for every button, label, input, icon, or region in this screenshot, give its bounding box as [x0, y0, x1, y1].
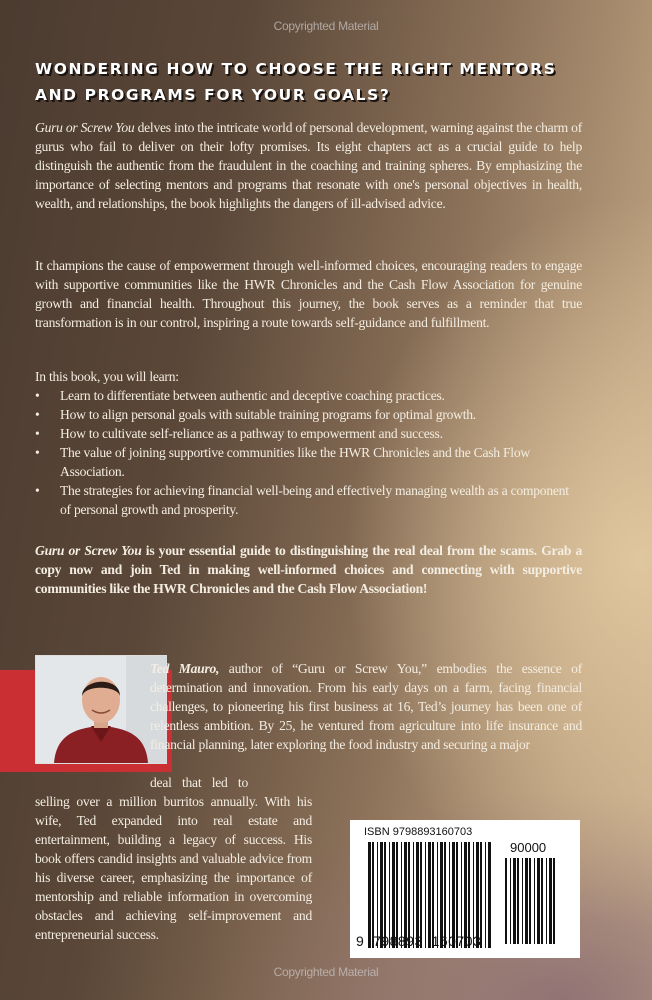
closing-text: is your essential guide to distinguishing the real deal from the scams. Grab a copy now and join Ted in making well-informed choices and connecting with supportive communities like the HWR Chronicles and the Cash Flow Association!: [35, 543, 582, 596]
author-name: Ted Mauro,: [150, 661, 220, 676]
barcode-bar: [546, 858, 547, 944]
list-item: • How to cultivate self-reliance as a pathway to empowerment and success.: [35, 424, 582, 443]
author-bio-text: author of “Guru or Screw You,” embodies the essence of determination and innovation. From his early days on a farm, facing financial challenges, to pioneering his first business at 16, Ted’s journey has been one of relentless ambition. By 25, he ventured from agriculture into life insurance and financial planning, later exploring the food industry and securing a major: [150, 661, 582, 752]
barcode-bar: [517, 858, 519, 944]
barcode-bar: [537, 858, 540, 944]
barcode-bar: [510, 858, 511, 944]
intro-text: delves into the intricate world of personal development, warning against the charm of gurus who fail to deliver on their lofty promises. Its eight chapters act as a crucial guide to help distinguish the authentic from the fraudulent in the coaching and training spheres. By emphasizing the importance of selecting mentors and programs that resonate with one's personal objectives in health, wealth, and relationships, the book highlights the dangers of ill-advised advice.: [35, 120, 583, 211]
closing-paragraph: [35, 541, 582, 598]
list-item: • The value of joining supportive communities like the HWR Chronicles and the Cash Flow Association.: [35, 443, 582, 481]
barcode-bar: [525, 858, 528, 944]
barcode-bar: [522, 858, 523, 944]
isbn-label: ISBN 9798893160703: [364, 826, 473, 838]
copyright-watermark-bottom: Copyrighted Material: [273, 965, 379, 979]
barcode-bar: [541, 858, 543, 944]
barcode-bar: [505, 858, 507, 944]
barcode-bar: [485, 842, 486, 948]
author-bio-part2: deal that led to: [150, 775, 248, 790]
price-addon: 90000: [510, 840, 547, 855]
list-item: • The strategies for achieving financial well-being and effectively managing wealth as a component of personal growth and prosperity.: [35, 481, 582, 519]
cover-heading: WONDERING HOW TO CHOOSE THE RIGHT MENTORS AND PROGRAMS FOR YOUR GOALS?: [35, 60, 557, 104]
barcode-digits: [356, 933, 481, 949]
learn-list: [35, 386, 582, 519]
author-photo: [35, 655, 167, 764]
barcode-digit-group: 798893: [373, 933, 423, 949]
list-item: • How to align personal goals with suitable training programs for optimal growth.: [35, 405, 582, 424]
intro-paragraph: [35, 118, 582, 213]
empowerment-paragraph: It champions the cause of empowerment through well-informed choices, encouraging readers to engage with supportive communities like the HWR Chronicles and the Cash Flow Association for genuine growth and financial health. Throughout this journey, the book serves as a reminder that true transformation is in our control, inspiring a route towards self-guidance and fulfillment.: [35, 258, 582, 330]
author-portrait-icon: [36, 656, 166, 763]
isbn-barcode: [350, 820, 580, 958]
book-title: Guru or Screw You: [35, 543, 142, 558]
barcode-digit-prefix: 9: [356, 933, 365, 949]
barcode-bar: [534, 858, 535, 944]
barcode-bar: [553, 858, 555, 944]
author-bio-part1: [150, 659, 582, 754]
barcode-digit-group: 160703: [431, 933, 482, 949]
list-item: • Learn to differentiate between authentic and deceptive coaching practices.: [35, 386, 582, 405]
barcode-bar: [488, 842, 491, 948]
copyright-watermark-top: Copyrighted Material: [273, 19, 379, 33]
barcode-bar: [513, 858, 516, 944]
barcode-bar: [529, 858, 531, 944]
book-title: Guru or Screw You: [35, 120, 135, 135]
learn-intro: In this book, you will learn:: [35, 369, 179, 384]
author-bio-part3: selling over a million burritos annually. With his wife, Ted expanded into real estate and entertainment, building a legacy of success. His book offers candid insights and valuable advice from his diverse career, emphasizing the importance of mentorship and reliable information in overcoming obstacles and achieving self-improvement and entrepreneurial success.: [35, 794, 312, 942]
barcode-bar: [549, 858, 552, 944]
